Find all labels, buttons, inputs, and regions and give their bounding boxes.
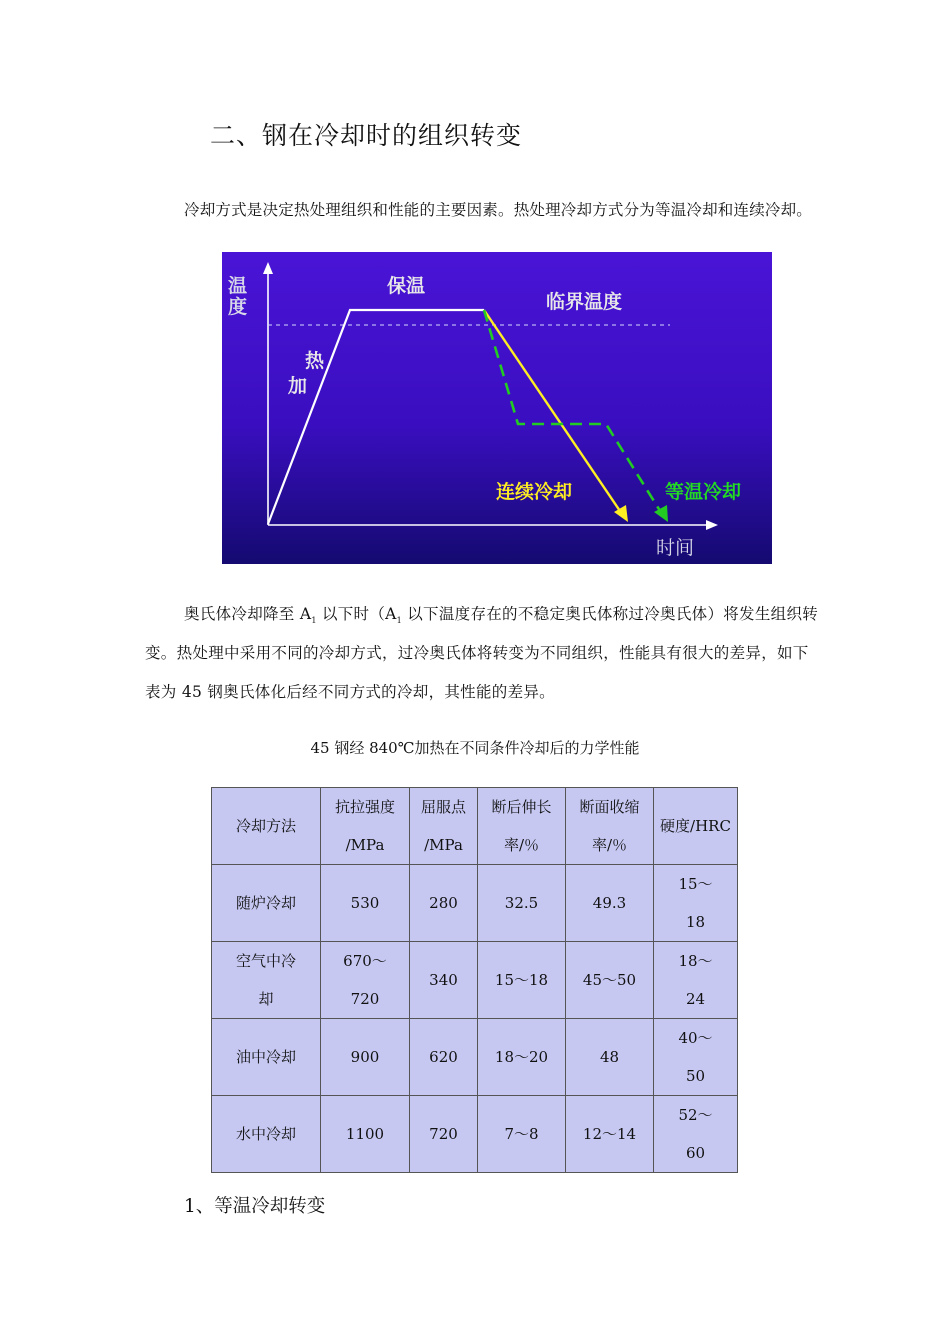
cell-text-line: 油中冷却 [235,1048,296,1066]
cell-text-line: 抗拉强度 [334,798,395,816]
table-cell [478,1096,566,1173]
table-cell [478,942,566,1019]
table-header-cell [566,788,654,865]
table-cell [566,942,654,1019]
cell-text-line: 屈服点 [420,798,466,816]
table-header-cell [212,788,321,865]
table-header-cell [478,788,566,865]
cell-text-line: 随炉冷却 [235,894,296,912]
cell-text-line: 冷却方法 [235,817,296,835]
cell-text-line: 670～ [343,952,387,970]
cell-text-line: 24 [685,990,706,1008]
cell-text-line: 340 [429,971,458,989]
intro-paragraph: 冷却方式是决定热处理组织和性能的主要因素。热处理冷却方式分为等温冷却和连续冷却。 [184,201,813,219]
section-heading: 二、钢在冷却时的组织转变 [210,121,523,150]
hold-label: 保温 [387,275,426,297]
table-row [212,1019,738,1096]
cell-text-line: 18～20 [494,1048,549,1066]
table-cell [410,1096,478,1173]
paragraph-line-2: 变。热处理中采用不同的冷却方式，过冷奥氏体将转变为不同组织，性能具有很大的差异，如下 [145,644,809,662]
table-row [212,865,738,942]
cell-text-line: /MPa [424,836,463,854]
mechanical-properties-table [211,787,738,1173]
table-cell [212,1096,321,1173]
table-cell [566,1096,654,1173]
cell-text-line: 720 [350,990,380,1008]
cell-text-line: 水中冷却 [235,1125,296,1143]
table-cell [654,865,738,942]
table-header-cell [321,788,410,865]
table-cell [478,1019,566,1096]
table-cell [321,865,410,942]
table-cell [566,1019,654,1096]
continuous-cooling-label: 连续冷却 [496,481,573,503]
cell-text-line: /MPa [345,836,385,854]
cell-text-line: 断后伸长 [491,798,552,816]
cell-text-line: 硬度/HRC [660,817,731,835]
cell-text-line: 7～8 [504,1125,539,1143]
cell-text-line: 率/％ [591,836,628,854]
y-axis-label-2: 度 [228,296,248,318]
cell-text-line: 18～ [678,952,713,970]
subsection-heading: 1、等温冷却转变 [184,1196,326,1217]
table-cell [212,1019,321,1096]
table-cell [321,1019,410,1096]
cell-text-line: 40～ [678,1029,713,1047]
cell-text-line: 530 [350,894,380,912]
isothermal-cooling-label: 等温冷却 [665,481,742,503]
cell-text-line: 48 [599,1048,620,1066]
table-cell [566,865,654,942]
table-row [212,1096,738,1173]
table-header-row [212,788,738,865]
cell-text-line: 32.5 [504,894,539,912]
cell-text-line: 空气中冷 [235,952,296,970]
cell-text-line: 620 [429,1048,458,1066]
y-axis-label-1: 温 [228,275,248,297]
cell-text-line: 却 [258,990,274,1008]
cell-text-line: 49.3 [592,894,627,912]
cell-text-line: 率/％ [503,836,540,854]
cell-text-line: 15～18 [494,971,549,989]
table-cell [654,1019,738,1096]
cell-text-line: 50 [685,1067,706,1085]
paragraph-line-3: 表为 45 钢奥氏体化后经不同方式的冷却，其性能的差异。 [145,683,555,701]
cooling-curve-diagram [222,252,772,564]
cell-text-line: 15～ [678,875,713,893]
critical-temperature-label: 临界温度 [546,291,623,313]
cell-text-line: 900 [350,1048,380,1066]
cell-text-line: 18 [685,913,706,931]
cell-text-line: 45～50 [582,971,637,989]
cell-text-line: 12～14 [582,1125,637,1143]
table-caption: 45 钢经 840℃加热在不同条件冷却后的力学性能 [310,739,640,757]
diagram-background [222,252,772,564]
heat-label-1: 热 [305,350,325,372]
cell-text-line: 52～ [678,1106,713,1124]
x-axis-label: 时间 [656,537,695,559]
table-row [212,942,738,1019]
cell-text-line: 1100 [345,1125,385,1143]
cell-text-line: 断面收缩 [579,798,640,816]
table-cell [321,942,410,1019]
table-cell [410,942,478,1019]
table-cell [654,1096,738,1173]
cell-text-line: 720 [429,1125,458,1143]
cell-text-line: 60 [685,1144,706,1162]
table-header-cell [410,788,478,865]
table-cell [212,865,321,942]
cell-text-line: 280 [429,894,458,912]
table-cell [321,1096,410,1173]
table-header-cell [654,788,738,865]
table-cell [410,865,478,942]
paragraph-line-1: 奥氏体冷却降至 $A_1$ 以下时（$A_1$ 以下温度存在的不稳定奥氏体称过冷奥氏体）将发生组织转 [184,605,819,625]
table-cell [654,942,738,1019]
table-cell [478,865,566,942]
table-cell [212,942,321,1019]
table-cell [410,1019,478,1096]
heat-label-2: 加 [288,375,308,397]
